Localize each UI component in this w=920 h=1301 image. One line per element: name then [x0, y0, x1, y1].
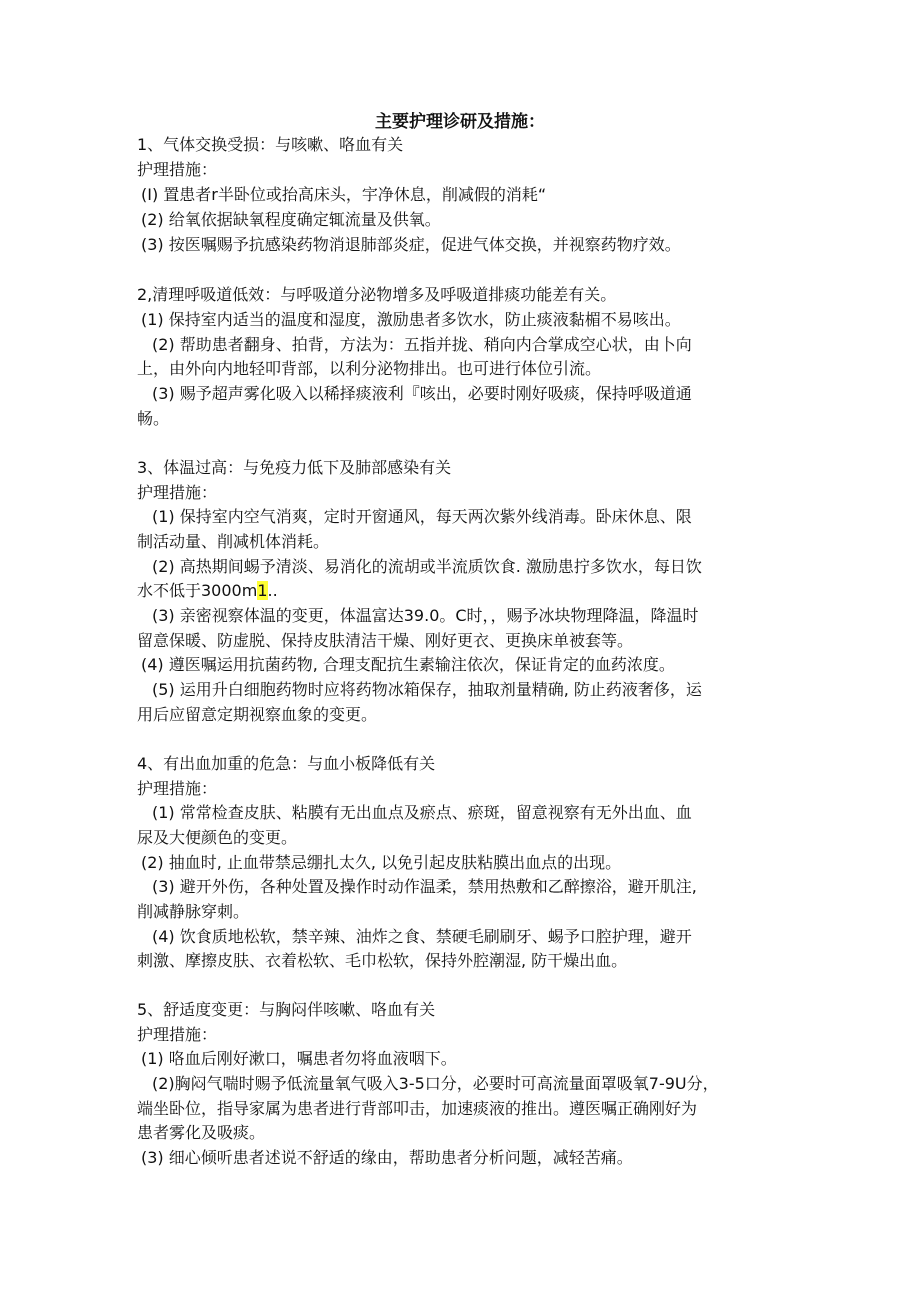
- section-2-line: (3) 赐予超声雾化吸入以稀择痰液利『咳出，必要时刚好吸痰，保持呼吸道通: [152, 384, 692, 403]
- section-1-line: (3) 按医嘱赐予抗感染药物消退肺部炎症，促进气体交换，并视察药物疗效。: [141, 235, 681, 254]
- section-2-heading: 2,清理呼吸道低效：与呼吸道分泌物增多及呼吸道排痰功能差有关。: [137, 285, 617, 304]
- section-3-line: 留意保暖、防虚脱、保持皮肤清洁干燥、刚好更衣、更换床单被套等。: [137, 631, 634, 650]
- section-4-heading: 4、有出血加重的危急：与血小板降低有关: [137, 754, 436, 773]
- section-4-line: (1) 常常检查皮肤、粘膜有无出血点及瘀点、瘀斑，留意视察有无外出血、血: [152, 803, 692, 822]
- section-3-line: (4) 遵医嘱运用抗菌药物, 合理支配抗生素输注依次，保证肯定的血药浓度。: [141, 655, 675, 674]
- section-4-line: (4) 饮食质地松软，禁辛辣、油炸之食、禁硬毛刷刷牙、蜴予口腔护理，避开: [152, 927, 692, 946]
- section-5-line: 端坐卧位，指导家属为患者进行背部叩击，加速痰液的推出。遵医嘱正确刚好为: [137, 1099, 698, 1118]
- section-4-sub: 护理措施：: [137, 779, 218, 798]
- section-1-line: (I) 置患者r半卧位或抬高床头，宇净休息，削减假的消耗“: [141, 185, 547, 204]
- section-5-line: (2)胸闷气喘时赐予低流量氧气吸入3-5口分，必要时可高流量面罩吸氧7-9U分，: [152, 1074, 719, 1093]
- section-4-line: 尿及大便颜色的变更。: [137, 828, 298, 847]
- section-4-line: 削减静脉穿刺。: [137, 902, 250, 921]
- section-3-line: (5) 运用升白细胞药物时应将药物冰箱保存，抽取剂量精确, 防止药液奢侈，运: [152, 680, 702, 699]
- section-3-line: (2) 高热期间蜴予清淡、易消化的流胡或半流质饮食. 激励患拧多饮水，每日饮: [152, 557, 702, 576]
- section-2-line: (1) 保持室内适当的温度和湿度，激励患者多饮水，防止痰液黏楣不易咳出。: [141, 310, 681, 329]
- section-5-heading: 5、舒适度变更：与胸闷伴咳嗽、咯血有关: [137, 1000, 436, 1019]
- highlighted-text: 1: [257, 581, 268, 600]
- section-5-line: (1) 咯血后刚好漱口，嘱患者勿将血液咽下。: [141, 1049, 457, 1068]
- document-title: 主要护理诊研及措施：: [375, 112, 545, 132]
- section-3-heading: 3、体温过高：与免疫力低下及肺部感染有关: [137, 458, 452, 477]
- section-2-line: 畅。: [137, 409, 170, 428]
- water-suffix: ..: [267, 581, 278, 600]
- section-4-line: 刺激、摩擦皮肤、衣着松软、毛巾松软，保持外腔潮湿, 防干燥出血。: [137, 951, 628, 970]
- section-5-line: (3) 细心倾听患者述说不舒适的缘由，帮助患者分析问题，减轻苦痛。: [141, 1148, 633, 1167]
- section-3-line: 制活动量、削减机体消耗。: [137, 532, 330, 551]
- section-1-heading: 1、气体交换受损：与咳嗽、咯血有关: [137, 135, 404, 154]
- water-text: 水不低于3000m: [137, 581, 258, 600]
- section-2-line: 上，由外向内地轻叩背部，以利分泌物排出。也可进行体位引流。: [137, 359, 602, 378]
- section-1-line: (2) 给氧依据缺氧程度确定辄流量及供氧。: [141, 210, 441, 229]
- section-4-line: (2) 抽血时, 止血带禁忌绷扎太久, 以免引起皮肤粘膜出血点的出现。: [141, 853, 622, 872]
- section-3-water-line: [137, 579, 797, 603]
- section-5-sub: 护理措施：: [137, 1025, 218, 1044]
- section-3-line: (1) 保持室内空气消爽，定时开窗通风，每天两次紫外线消毒。卧床休息、限: [152, 507, 692, 526]
- section-4-line: (3) 避开外伤，各种处置及操作时动作温柔，禁用热敷和乙醉擦浴，避开肌注,: [152, 877, 697, 896]
- section-1-sub: 护理措施：: [137, 160, 218, 179]
- section-3-sub: 护理措施：: [137, 483, 218, 502]
- section-3-line: 用后应留意定期视察血象的变更。: [137, 705, 378, 724]
- section-2-line: (2) 帮助患者翻身、拍背，方法为：五指并拢、稍向内合掌成空心状，由卜向: [152, 335, 692, 354]
- section-5-line: 患者雾化及吸痰。: [137, 1123, 266, 1142]
- section-3-line: (3) 亲密视察体温的变更，体温富达39.0。C时，，赐予冰块物理降温，降温时: [152, 606, 699, 625]
